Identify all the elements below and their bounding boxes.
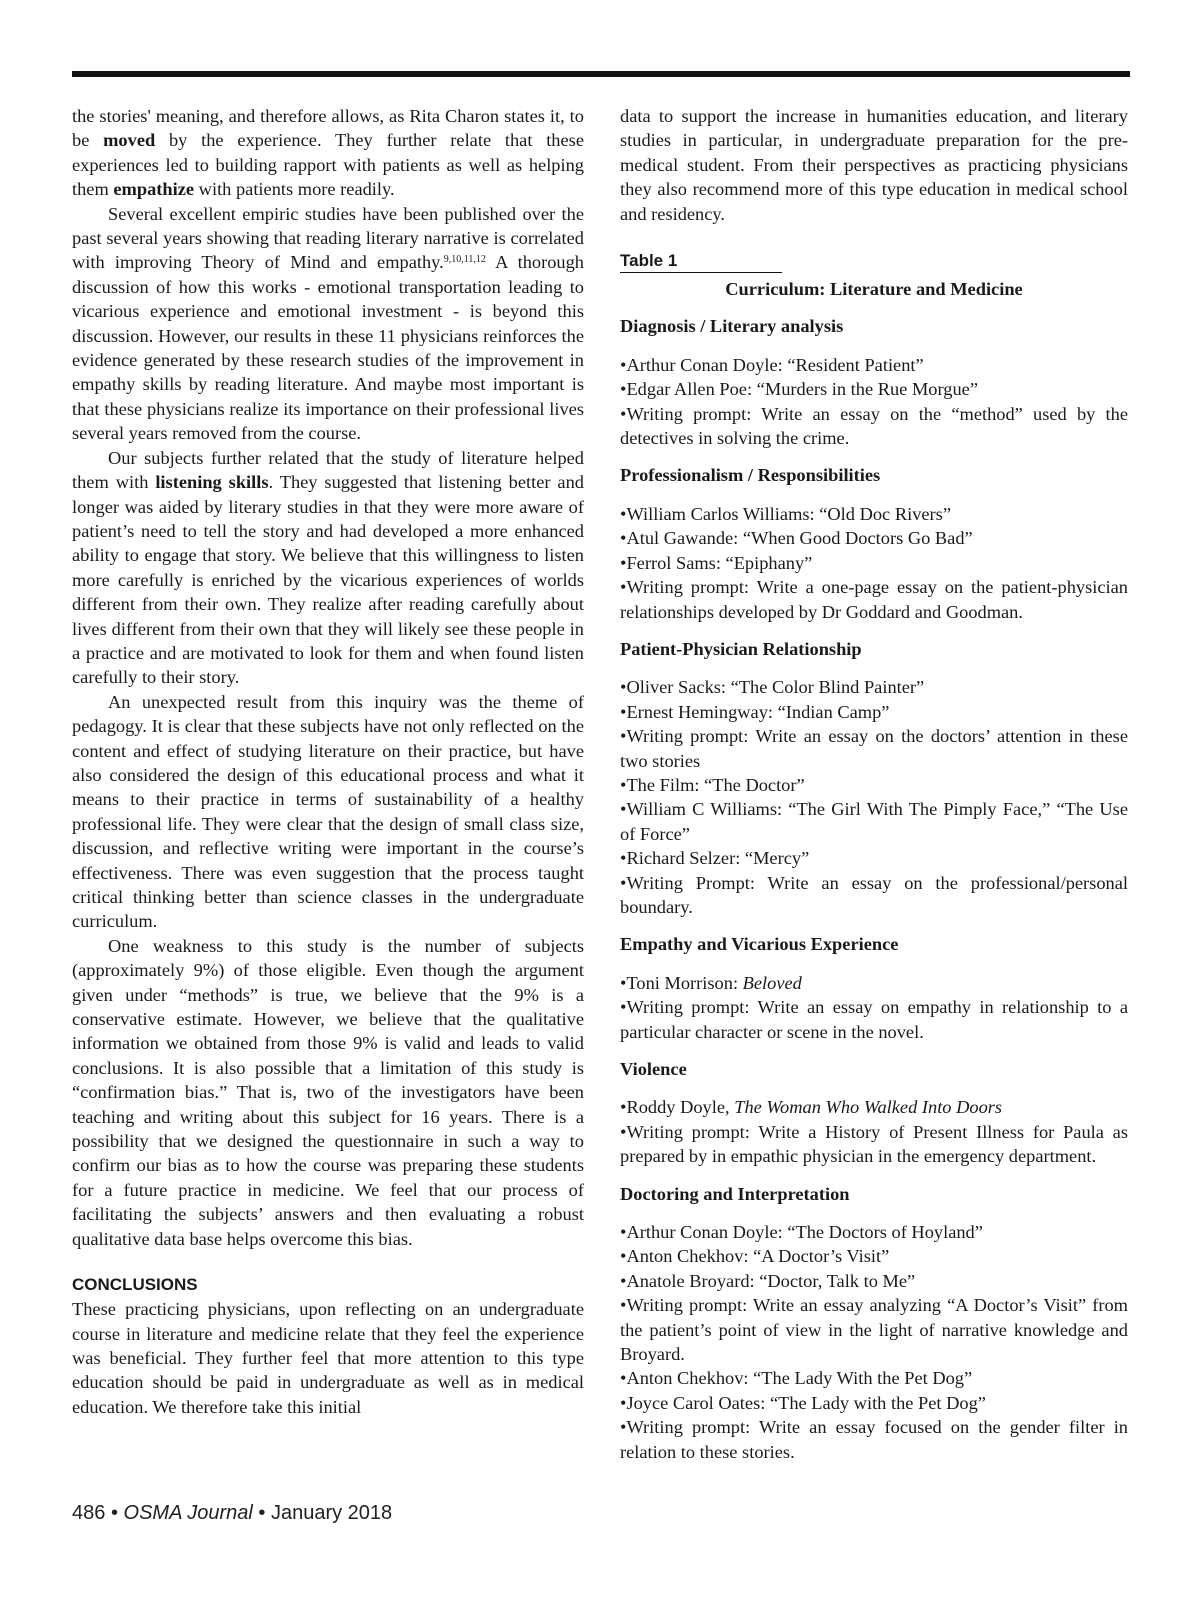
continuation-paragraph: data to support the increase in humanities education, and literary studies in particular, in undergraduate preparation for the pre-medical student. From their perspectives as practicing physicians they also recommend more of this type education in medical school and residency. bbox=[620, 106, 1128, 224]
list-item: •Toni Morrison: Beloved bbox=[620, 972, 802, 993]
list-item: •Writing prompt: Write an essay on the “method” used by the detectives in solving the crime. bbox=[620, 403, 1128, 449]
page-footer bbox=[72, 1502, 392, 1525]
section-heading: Empathy and Vicarious Experience bbox=[620, 934, 899, 955]
page-number: 486 bbox=[72, 1502, 106, 1524]
list-item: •Ernest Hemingway: “Indian Camp” bbox=[620, 701, 890, 722]
list-item: •William Carlos Williams: “Old Doc Rivers” bbox=[620, 503, 951, 524]
list-item: •Ferrol Sams: “Epiphany” bbox=[620, 552, 813, 573]
list-item: •Anatole Broyard: “Doctor, Talk to Me” bbox=[620, 1270, 916, 1291]
list-item: •The Film: “The Doctor” bbox=[620, 774, 805, 795]
list-item: •Anton Chekhov: “A Doctor’s Visit” bbox=[620, 1246, 890, 1267]
book-title: The Woman Who Walked Into Doors bbox=[734, 1097, 1003, 1118]
list-item: •Writing Prompt: Write an essay on the professional/personal boundary. bbox=[620, 872, 1128, 917]
top-rule bbox=[72, 71, 1130, 77]
list-item: •Edgar Allen Poe: “Murders in the Rue Morgue” bbox=[620, 379, 978, 400]
list-item: •Oliver Sacks: “The Color Blind Painter” bbox=[620, 677, 925, 698]
list-item: •Atul Gawande: “When Good Doctors Go Bad” bbox=[620, 528, 973, 549]
list-item: •Writing prompt: Write an essay focused on the gender filter in relation to these stories. bbox=[620, 1417, 1128, 1462]
list-item: •Writing prompt: Write an essay on the doctors’ attention in these two stories bbox=[620, 726, 1128, 771]
footer-separator: • bbox=[110, 1502, 118, 1524]
table-label: Table 1 bbox=[620, 250, 782, 273]
paragraph-4: An unexpected result from this inquiry was the theme of pedagogy. It is clear that these subjects have not only reflected on the content and effect of studying literature on their practice, but have also considered the design of this educational process and what it means to their practice in terms of sustainability of a healthy professional life. They were clear that the design of small class size, discussion, and reflective writing were important in the course’s effectiveness. There was even suggestion that the process taught critical thinking better than science classes in the undergraduate curriculum. bbox=[72, 691, 584, 932]
reference-superscript: 9,10,11,12 bbox=[443, 254, 486, 266]
section-heading: Doctoring and Interpretation bbox=[620, 1183, 850, 1204]
table-title: Curriculum: Literature and Medicine bbox=[725, 279, 1023, 300]
paragraph-5: One weakness to this study is the number of subjects (approximately 9%) of those eligible. Even though the argument given under “methods” is true, we believe that the 9% is a conservative estimate. However, we believe that the qualitative information we obtained from those 9% is valid and leads to valid conclusions. It is also possible that a limitation of this study is “confirmation bias.” That is, two of the investigators have been teaching and writing about this subject for 16 years. There is a possibility that we designed the questionnaire in such a way to confirm our bias as to how the course was preparing these students for a future practice in medicine. We feel that our process of facilitating the subjects’ answers and then evaluating a robust qualitative data base helps overcome this bias. bbox=[72, 935, 584, 1249]
right-column bbox=[620, 104, 1128, 1464]
emphasis-empathize: empathize bbox=[113, 179, 195, 200]
emphasis-moved: moved bbox=[103, 130, 156, 151]
list-item: •Arthur Conan Doyle: “Resident Patient” bbox=[620, 354, 924, 375]
emphasis-listening-skills: listening skills bbox=[155, 472, 269, 493]
section-heading: Professionalism / Responsibilities bbox=[620, 465, 881, 486]
list-item: •Writing prompt: Write an essay analyzing “A Doctor’s Visit” from the patient’s point of view in the light of narrative knowledge and Broyard. bbox=[620, 1295, 1128, 1365]
list-item: •Richard Selzer: “Mercy” bbox=[620, 848, 810, 869]
list-item: •Arthur Conan Doyle: “The Doctors of Hoyland” bbox=[620, 1222, 983, 1243]
conclusions-paragraph: These practicing physicians, upon reflecting on an undergraduate course in literature and medicine relate that they feel the experience was beneficial. They further feel that more attention to this type education should be paid in undergraduate as well as in medical education. We therefore take this initial bbox=[72, 1299, 584, 1417]
list-item: •Roddy Doyle, The Woman Who Walked Into Doors bbox=[620, 1097, 1003, 1118]
issue-date: January 2018 bbox=[270, 1502, 393, 1524]
list-item: •Joyce Carol Oates: “The Lady with the Pet Dog” bbox=[620, 1392, 986, 1413]
list-item: •Writing prompt: Write a one-page essay on the patient-physician relationships developed by Dr Goddard and Goodman. bbox=[620, 577, 1128, 622]
section-heading: Violence bbox=[620, 1059, 687, 1079]
footer-separator: • bbox=[258, 1502, 266, 1524]
list-item: •Writing prompt: Write an essay on empathy in relationship to a particular character or scene in the novel. bbox=[620, 997, 1128, 1042]
left-column bbox=[72, 104, 584, 1419]
list-item: •Writing prompt: Write a History of Present Illness for Paula as prepared by in empathic physician in the emergency department. bbox=[620, 1121, 1128, 1167]
section-heading: Patient-Physician Relationship bbox=[620, 638, 862, 659]
list-item: •Anton Chekhov: “The Lady With the Pet Dog” bbox=[620, 1368, 973, 1389]
paragraph-2: Several excellent empiric studies have been published over the past several years showing that reading literary narrative is correlated with improving Theory of Mind and empathy.$^{9,10,11,12}$ A thorough discussion of how this works - emotional transportation leading to vicarious experience and emotional investment - is beyond this discussion. However, our results in these 11 physicians reinforces the evidence generated by these research studies of the improvement in empathy skills by reading literature. And maybe most important is that these physicians realize its importance on their professional lives several years removed from the course. bbox=[72, 203, 584, 444]
section-heading: Diagnosis / Literary analysis bbox=[620, 316, 844, 337]
book-title: Beloved bbox=[742, 972, 802, 993]
conclusions-heading: CONCLUSIONS bbox=[72, 1275, 198, 1295]
paragraph-1: the stories' meaning, and therefore allows, as Rita Charon states it, to be moved by the experience. They further relate that these experiences led to building rapport with patients as well as helping them empathize with patients more readily. bbox=[72, 106, 584, 200]
journal-name: OSMA Journal bbox=[123, 1502, 253, 1524]
paragraph-3: Our subjects further related that the study of literature helped them with listening skills. They suggested that listening better and longer was aided by literary studies in that they were more aware of patient’s need to tell the story and had developed a more enhanced ability to engage that story. We believe that this willingness to listen more carefully is enriched by the vicarious experiences of worlds different from their own. They realize after reading carefully about lives different from their own that they will likely see these people in a practice and are motivated to look for them and when found listen carefully to their story. bbox=[72, 447, 584, 688]
list-item: •William C Williams: “The Girl With The Pimply Face,” “The Use of Force” bbox=[620, 799, 1128, 844]
